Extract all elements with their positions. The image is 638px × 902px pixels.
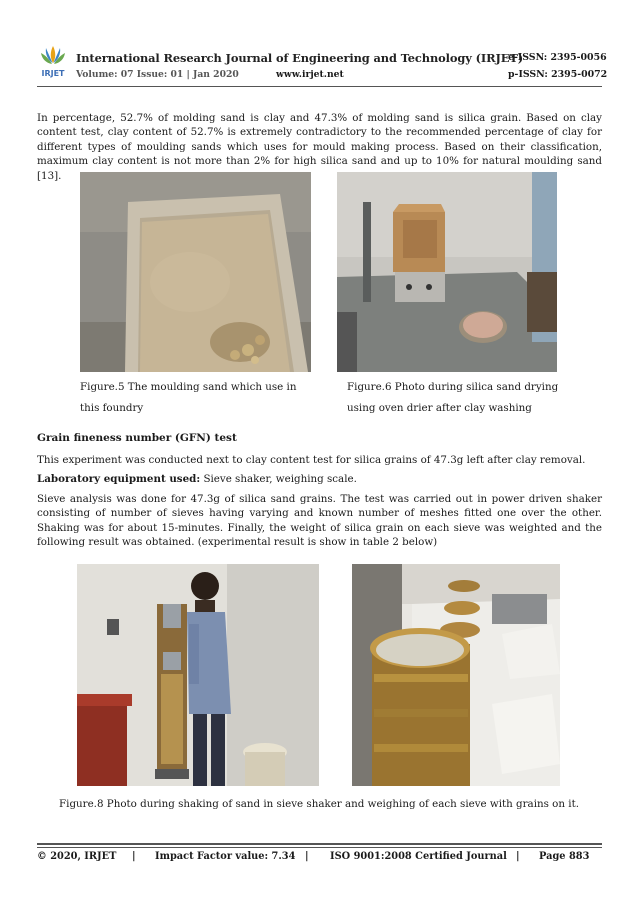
footer-separator-1: | [132, 851, 136, 862]
journal-title: International Research Journal of Engineering and Technology (IRJET) [76, 51, 524, 65]
body-paragraph-1: In percentage, 52.7% of molding sand is clay and 47.3% of molding sand is silica grain. Based on clay content test, clay content of 52.7% is extremely contradictory to the recommended percentage of clay for different types of moulding sands which uses for mould making process. Based on their classification, maximum clay content is not more than 2% for high silica sand and up to 10% for natural moulding sand [13]. [37, 112, 602, 182]
figure-8-sieves-photo [352, 564, 560, 786]
equipment-line [37, 472, 602, 486]
volume-issue: Volume: 07 Issue: 01 | Jan 2020 [76, 69, 239, 80]
body-paragraph-2: This experiment was conducted next to clay content test for silica grains of 47.3g left after clay removal. [37, 454, 586, 466]
e-issn: e-ISSN: 2395-0056 [508, 52, 607, 63]
footer-iso: ISO 9001:2008 Certified Journal [330, 851, 507, 862]
footer-copyright: © 2020, IRJET [37, 851, 117, 862]
journal-website: www.irjet.net [276, 69, 344, 80]
footer-separator-3: | [516, 851, 520, 862]
p-issn: p-ISSN: 2395-0072 [508, 69, 608, 80]
figure-5-photo [80, 172, 311, 372]
footer-page-number: Page 883 [539, 851, 590, 862]
figure-8-caption: Figure.8 Photo during shaking of sand in sieve shaker and weighing of each sieve with grains on it. [59, 798, 579, 810]
figure-6-photo [337, 172, 557, 372]
footer-impact-factor: Impact Factor value: 7.34 [155, 851, 296, 862]
figure-5-caption: Figure.5 The moulding sand which use in this foundry [80, 381, 297, 414]
journal-logo [37, 44, 69, 80]
footer-divider-thin [37, 847, 602, 848]
footer-separator-2: | [305, 851, 309, 862]
figure-6-caption: Figure.6 Photo during silica sand drying using oven drier after clay washing [347, 381, 559, 414]
body-paragraph-3: Sieve analysis was done for 47.3g of silica sand grains. The test was carried out in power driven shaker consisting of number of sieves having varying and known number of meshes fitted one over the other. Shaking was for about 15-minutes. Finally, the weight of silica grain on each sieve was weighted and the following result was obtained. (experimental result is show in table 2 below) [37, 493, 602, 549]
figure-8-sieve-shaker-photo [77, 564, 319, 786]
equipment-label: Laboratory equipment used: [37, 473, 201, 485]
svg-text:IRJET: IRJET [41, 69, 65, 78]
section-heading-gfn: Grain fineness number (GFN) test [37, 432, 237, 444]
equipment-value: Sieve shaker, weighing scale. [203, 473, 357, 485]
header-divider [37, 86, 602, 87]
footer-divider-thick [37, 843, 602, 845]
